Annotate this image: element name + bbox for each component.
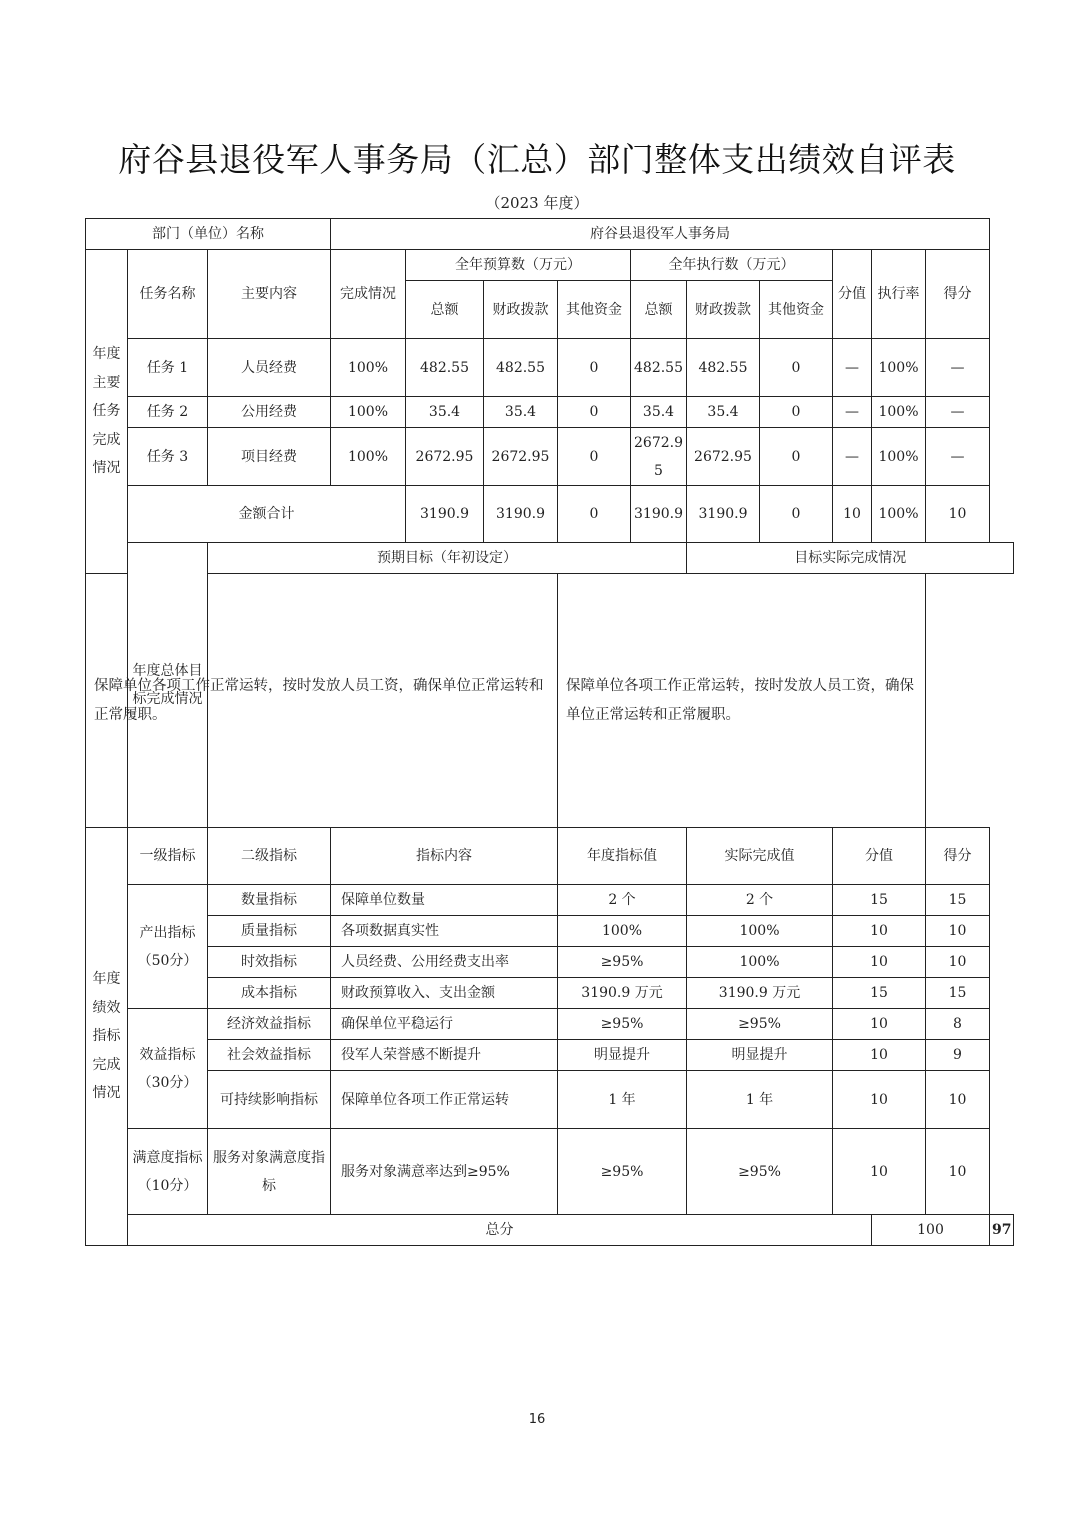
col-level2: 二级指标: [208, 828, 331, 885]
indicator-target: 3190.9 万元: [558, 978, 687, 1009]
col-budget-total: 总额: [406, 281, 484, 339]
col-exec-other: 其他资金: [760, 281, 833, 339]
task-name: 任务 1: [128, 339, 208, 397]
indicator-l2: 经济效益指标: [208, 1009, 331, 1040]
task-rate: 100%: [872, 339, 926, 397]
col-task-name: 任务名称: [128, 250, 208, 339]
indicator-actual: 1 年: [687, 1071, 833, 1129]
actual-goal-header: 目标实际完成情况: [687, 543, 1014, 574]
task-rate: 100%: [872, 428, 926, 486]
col-budget-fiscal: 财政拨款: [484, 281, 558, 339]
indicator-content: 各项数据真实性: [331, 916, 558, 947]
exec-other: 0: [760, 428, 833, 486]
indicator-value: 10: [833, 947, 926, 978]
sum-budget-total: 3190.9: [406, 486, 484, 543]
sum-score: 10: [926, 486, 990, 543]
sum-exec-fiscal: 3190.9: [687, 486, 760, 543]
task-name: 任务 2: [128, 397, 208, 428]
indicator-content: 保障单位各项工作正常运转: [331, 1071, 558, 1129]
task-score: —: [926, 397, 990, 428]
indicator-score: 8: [926, 1009, 990, 1040]
task-value: —: [833, 428, 872, 486]
sum-exec-total: 3190.9: [631, 486, 687, 543]
exec-total: 2672.95: [631, 428, 687, 486]
indicator-l2: 数量指标: [208, 885, 331, 916]
task-score: —: [926, 339, 990, 397]
sum-exec-other: 0: [760, 486, 833, 543]
indicator-target: 明显提升: [558, 1040, 687, 1071]
col-target-value: 年度指标值: [558, 828, 687, 885]
task-done: 100%: [331, 428, 406, 486]
sum-budget-fiscal: 3190.9: [484, 486, 558, 543]
indicator-value: 15: [833, 978, 926, 1009]
indicator-content: 服务对象满意率达到≥95%: [331, 1129, 558, 1215]
exec-fiscal: 482.55: [687, 339, 760, 397]
total-label: 总分: [128, 1215, 872, 1246]
indicator-target: 100%: [558, 916, 687, 947]
col-score-value: 分值: [833, 250, 872, 339]
task-value: —: [833, 397, 872, 428]
indicator-score: 9: [926, 1040, 990, 1071]
indicator-actual: 100%: [687, 916, 833, 947]
budget-fiscal: 35.4: [484, 397, 558, 428]
task-content: 人员经费: [208, 339, 331, 397]
indicator-content: 财政预算收入、支出金额: [331, 978, 558, 1009]
section2-side-label: 年度总体目标完成情况: [128, 543, 208, 828]
indicator-content: 保障单位数量: [331, 885, 558, 916]
indicator-actual: 2 个: [687, 885, 833, 916]
indicator-score: 15: [926, 978, 990, 1009]
indicator-target: 1 年: [558, 1071, 687, 1129]
report-year: （2023 年度）: [485, 194, 589, 212]
indicator-l2: 可持续影响指标: [208, 1071, 331, 1129]
col-indicator-value: 分值: [833, 828, 926, 885]
task-rate: 100%: [872, 397, 926, 428]
task-content: 项目经费: [208, 428, 331, 486]
dept-label: 部门（单位）名称: [86, 219, 331, 250]
budget-other: 0: [558, 428, 631, 486]
budget-total: 482.55: [406, 339, 484, 397]
exec-other: 0: [760, 397, 833, 428]
col-exec-rate: 执行率: [872, 250, 926, 339]
indicator-content: 人员经费、公用经费支出率: [331, 947, 558, 978]
group-satisfaction: 满意度指标（10分）: [128, 1129, 208, 1215]
col-score: 得分: [926, 250, 990, 339]
budget-other: 0: [558, 397, 631, 428]
budget-total: 2672.95: [406, 428, 484, 486]
indicator-actual: 明显提升: [687, 1040, 833, 1071]
col-indicator-score: 得分: [926, 828, 990, 885]
indicator-score: 10: [926, 947, 990, 978]
group-benefit: 效益指标（30分）: [128, 1009, 208, 1129]
budget-total: 35.4: [406, 397, 484, 428]
indicator-target: ≥95%: [558, 947, 687, 978]
exec-fiscal: 35.4: [687, 397, 760, 428]
indicator-value: 10: [833, 916, 926, 947]
indicator-value: 10: [833, 1009, 926, 1040]
task-done: 100%: [331, 339, 406, 397]
expected-goal-header: 预期目标（年初设定）: [208, 543, 687, 574]
indicator-l2: 质量指标: [208, 916, 331, 947]
sum-budget-other: 0: [558, 486, 631, 543]
col-indicator-content: 指标内容: [331, 828, 558, 885]
indicator-actual: 3190.9 万元: [687, 978, 833, 1009]
indicator-actual: 100%: [687, 947, 833, 978]
indicator-value: 10: [833, 1129, 926, 1215]
indicator-score: 10: [926, 1071, 990, 1129]
col-completion: 完成情况: [331, 250, 406, 339]
exec-total: 482.55: [631, 339, 687, 397]
page-title: 府谷县退役军人事务局（汇总）部门整体支出绩效自评表: [118, 140, 956, 179]
budget-fiscal: 2672.95: [484, 428, 558, 486]
page-number: 16: [528, 1412, 546, 1427]
group-output: 产出指标（50分）: [128, 885, 208, 1009]
dept-value: 府谷县退役军人事务局: [331, 219, 990, 250]
indicator-score: 10: [926, 916, 990, 947]
col-main-content: 主要内容: [208, 250, 331, 339]
col-exec-group: 全年执行数（万元）: [631, 250, 833, 281]
indicator-content: 确保单位平稳运行: [331, 1009, 558, 1040]
exec-fiscal: 2672.95: [687, 428, 760, 486]
indicator-score: 15: [926, 885, 990, 916]
indicator-l2: 服务对象满意度指标: [208, 1129, 331, 1215]
indicator-l2: 成本指标: [208, 978, 331, 1009]
task-score: —: [926, 428, 990, 486]
total-score: 97: [990, 1215, 1014, 1246]
indicator-value: 10: [833, 1040, 926, 1071]
section3-side-label: 年度绩效指标完成情况: [86, 828, 128, 1246]
indicator-target: ≥95%: [558, 1129, 687, 1215]
task-value: —: [833, 339, 872, 397]
actual-goal-text: 保障单位各项工作正常运转，按时发放人员工资，确保单位正常运转和正常履职。: [558, 574, 926, 828]
evaluation-table: [85, 218, 1014, 1246]
indicator-value: 10: [833, 1071, 926, 1129]
col-budget-other: 其他资金: [558, 281, 631, 339]
col-exec-fiscal: 财政拨款: [687, 281, 760, 339]
col-exec-total: 总额: [631, 281, 687, 339]
indicator-target: ≥95%: [558, 1009, 687, 1040]
task-done: 100%: [331, 397, 406, 428]
exec-other: 0: [760, 339, 833, 397]
budget-other: 0: [558, 339, 631, 397]
budget-fiscal: 482.55: [484, 339, 558, 397]
sum-label: 金额合计: [128, 486, 406, 543]
section1-side-label: 年度主要任务完成情况: [86, 250, 128, 574]
expected-goal-text: 保障单位各项工作正常运转，按时发放人员工资，确保单位正常运转和正常履职。: [86, 574, 558, 828]
col-level1: 一级指标: [128, 828, 208, 885]
indicator-value: 15: [833, 885, 926, 916]
indicator-l2: 社会效益指标: [208, 1040, 331, 1071]
task-name: 任务 3: [128, 428, 208, 486]
indicator-actual: ≥95%: [687, 1009, 833, 1040]
indicator-actual: ≥95%: [687, 1129, 833, 1215]
indicator-l2: 时效指标: [208, 947, 331, 978]
sum-value: 10: [833, 486, 872, 543]
indicator-content: 役军人荣誉感不断提升: [331, 1040, 558, 1071]
indicator-score: 10: [926, 1129, 990, 1215]
exec-total: 35.4: [631, 397, 687, 428]
task-content: 公用经费: [208, 397, 331, 428]
col-budget-group: 全年预算数（万元）: [406, 250, 631, 281]
sum-rate: 100%: [872, 486, 926, 543]
total-value: 100: [872, 1215, 990, 1246]
indicator-target: 2 个: [558, 885, 687, 916]
col-actual-value: 实际完成值: [687, 828, 833, 885]
